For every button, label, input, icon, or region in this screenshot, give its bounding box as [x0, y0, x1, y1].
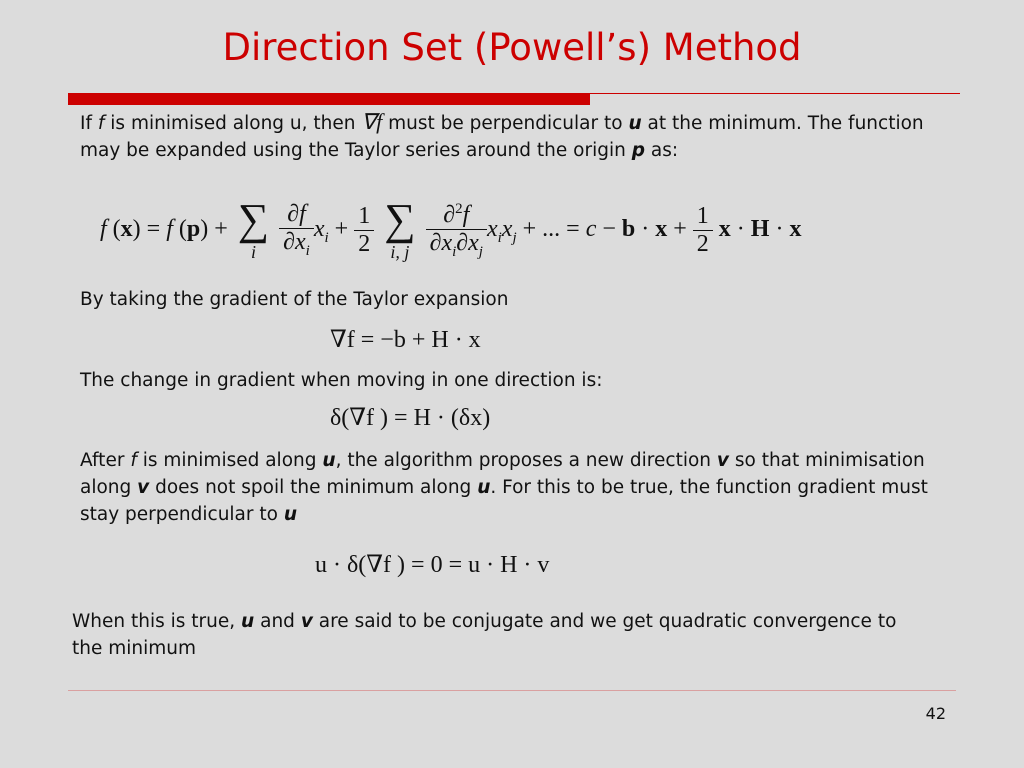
vector-v: v [716, 450, 729, 471]
text-run: and [260, 611, 295, 632]
vector-u: u [283, 504, 298, 525]
text-run: at the minimum. The function may be expanded using the Taylor series around the origin [80, 113, 924, 161]
taylor-series-equation: f (x) = f (p) + ∑ i $\frac{\partial f}{\partial x_i}$ $x_i$ + $\frac{1}{2}$ ∑ i, j $\frac{\partial^2f}{\partial x_i\partial x_j}$ $x_ix_j$ + ... = c − b · x + $\frac{1}{2}$ x · H · x [100, 195, 802, 262]
vector-v: v [300, 611, 313, 632]
text-run: as: [650, 140, 679, 161]
page-number: 42 [925, 704, 946, 723]
text-run: , the algorithm proposes a new direction [335, 450, 712, 471]
vector-u: u [241, 611, 255, 632]
change-equation: δ(∇f ) = H · (δx) [330, 405, 491, 431]
text-run: so that minimisation along [80, 450, 925, 498]
vector-u: u [477, 477, 491, 498]
text-run: . For this to be true, the function gradient must stay perpendicular to [80, 477, 928, 525]
text-run: are said to be conjugate and we get quadratic convergence to the minimum [72, 611, 897, 659]
text-run: f [130, 450, 137, 471]
text-run: does not spoil the minimum along [155, 477, 472, 498]
text-run: After [80, 450, 125, 471]
text-run: is minimised along u, then [110, 113, 356, 134]
vector-u: u [628, 113, 642, 134]
footer-divider [68, 690, 956, 691]
text-run: When this is true, [72, 611, 236, 632]
title-underline-thin [590, 93, 960, 94]
vector-u: u [322, 450, 336, 471]
vector-p: p [631, 140, 645, 161]
conclusion-paragraph [72, 608, 932, 662]
text-run: must be perpendicular to [388, 113, 623, 134]
slide-title: Direction Set (Powell’s) Method [222, 26, 802, 69]
text-run: If [80, 113, 92, 134]
change-intro: The change in gradient when moving in one direction is: [80, 370, 603, 391]
intro-paragraph [80, 108, 940, 164]
text-run: f [97, 113, 105, 134]
vector-v: v [137, 477, 150, 498]
conjugate-direction-paragraph [80, 447, 940, 528]
nabla-f-inline: ∇f [361, 109, 383, 134]
text-run: is minimised along [142, 450, 317, 471]
gradient-equation: ∇f = −b + H · x [330, 327, 481, 353]
gradient-intro: By taking the gradient of the Taylor expansion [80, 289, 509, 310]
conjugacy-equation: u · δ(∇f ) = 0 = u · H · v [315, 552, 550, 578]
title-underline-thick [68, 93, 590, 105]
